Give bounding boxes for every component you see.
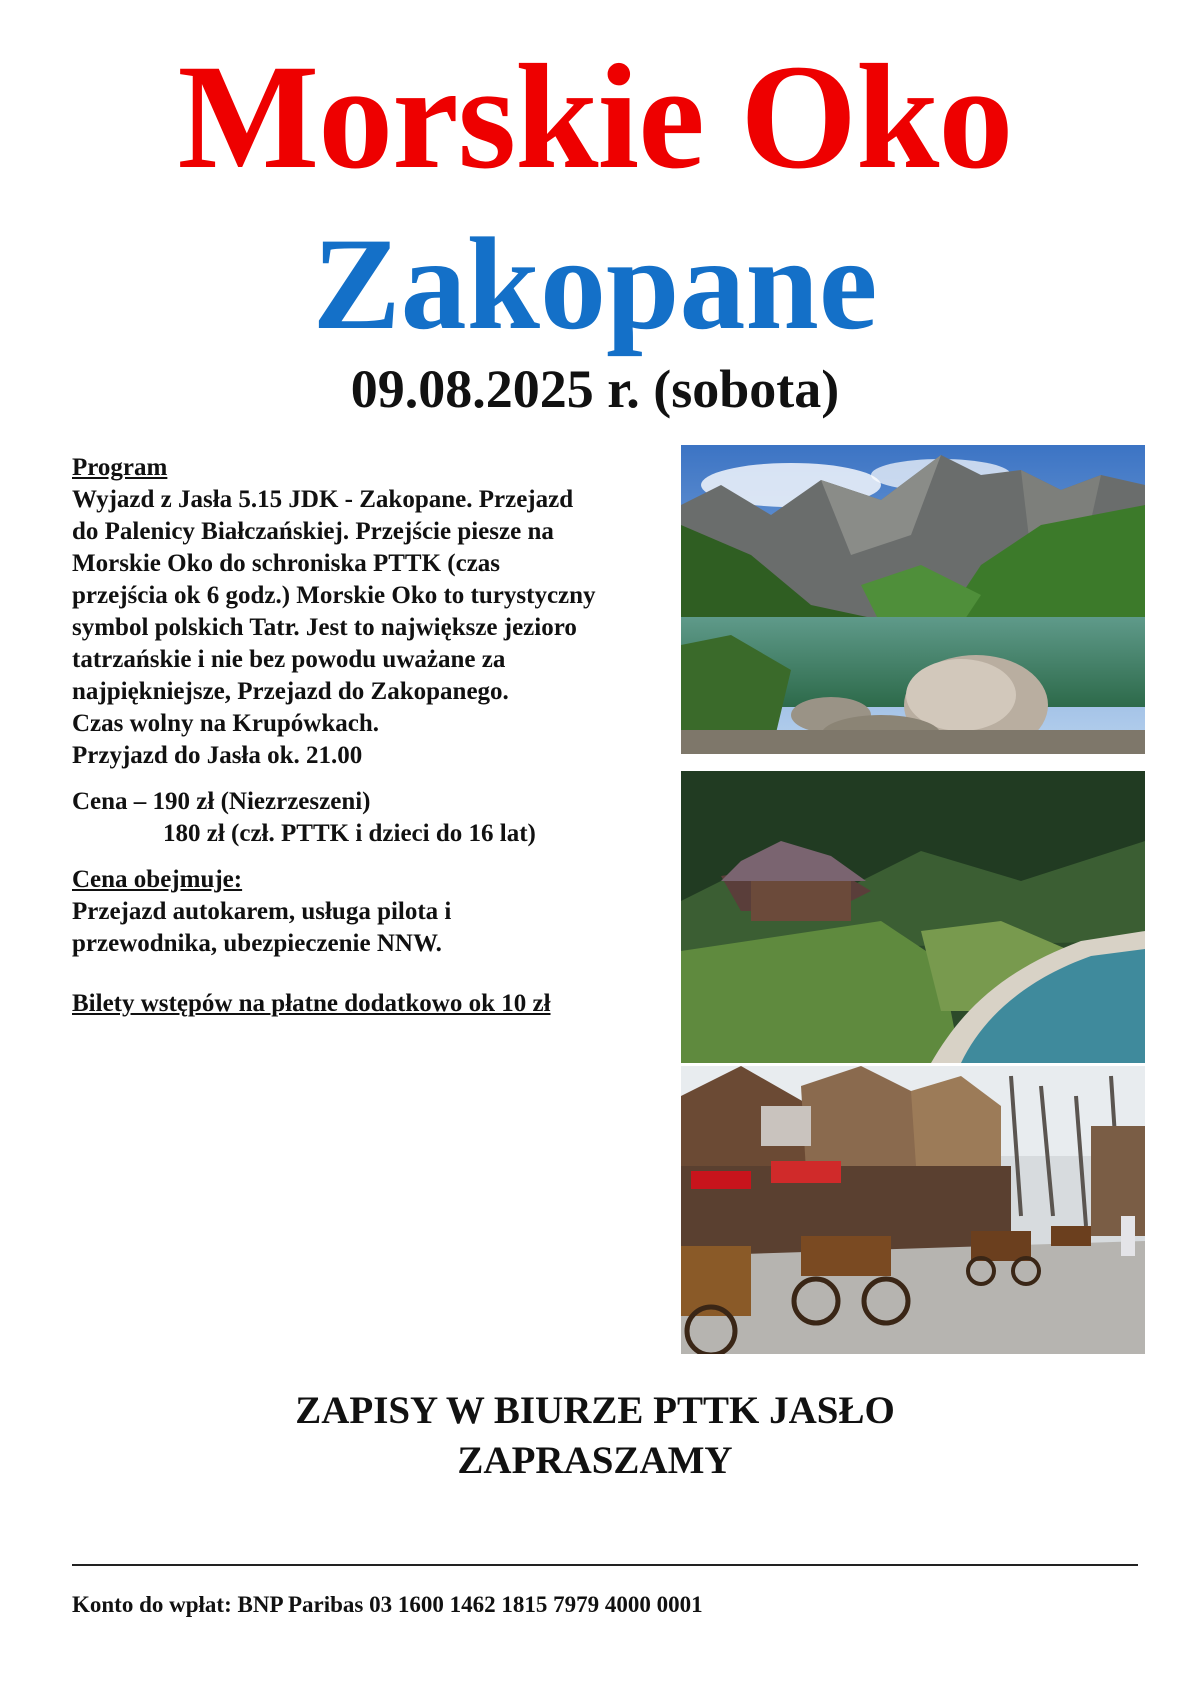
krupowki-street-photo bbox=[681, 1066, 1145, 1354]
poster-subtitle: Zakopane bbox=[312, 210, 878, 357]
includes-line: Przejazd autokarem, usługa pilota i bbox=[72, 898, 452, 925]
includes-line: przewodnika, ubezpieczenie NNW. bbox=[72, 930, 442, 957]
program-line: do Palenicy Białczańskiej. Przejście piesze na bbox=[72, 518, 554, 545]
footer-divider bbox=[72, 1564, 1138, 1566]
poster-title: Morskie Oko bbox=[177, 34, 1013, 200]
program-line: przejścia ok 6 godz.) Morskie Oko to turystyczny bbox=[72, 582, 596, 609]
includes-heading: Cena obejmuje: bbox=[72, 866, 243, 893]
program-line: Morskie Oko do schroniska PTTK (czas bbox=[72, 550, 501, 577]
program-line: Czas wolny na Krupówkach. bbox=[72, 710, 379, 737]
invite-line: ZAPRASZAMY bbox=[457, 1439, 733, 1482]
trip-date: 09.08.2025 r. (sobota) bbox=[350, 359, 840, 419]
signup-line: ZAPISY W BIURZE PTTK JASŁO bbox=[295, 1389, 895, 1432]
program-line: Wyjazd z Jasła 5.15 JDK - Zakopane. Przejazd bbox=[72, 486, 574, 513]
program-heading: Program bbox=[72, 454, 168, 481]
bank-account-line: Konto do wpłat: BNP Paribas 03 1600 1462 1815 7979 4000 0001 bbox=[72, 1592, 703, 1617]
program-line: najpiękniejsze, Przejazd do Zakopanego. bbox=[72, 678, 509, 705]
program-line: Przyjazd do Jasła ok. 21.00 bbox=[72, 742, 363, 769]
lake-mountains-photo bbox=[681, 445, 1145, 754]
program-line: tatrzańskie i nie bez powodu uważane za bbox=[72, 646, 506, 673]
shelter-lake-photo bbox=[681, 771, 1145, 1063]
signup-callout bbox=[0, 1386, 1190, 1486]
tickets-note: Bilety wstępów na płatne dodatkowo ok 10 zł bbox=[72, 990, 551, 1017]
price-line: Cena – 190 zł (Niezrzeszeni) bbox=[72, 788, 371, 815]
program-column bbox=[72, 452, 672, 1020]
price-line-members: 180 zł (czł. PTTK i dzieci do 16 lat) bbox=[163, 820, 536, 847]
program-line: symbol polskich Tatr. Jest to największe jezioro bbox=[72, 614, 577, 641]
